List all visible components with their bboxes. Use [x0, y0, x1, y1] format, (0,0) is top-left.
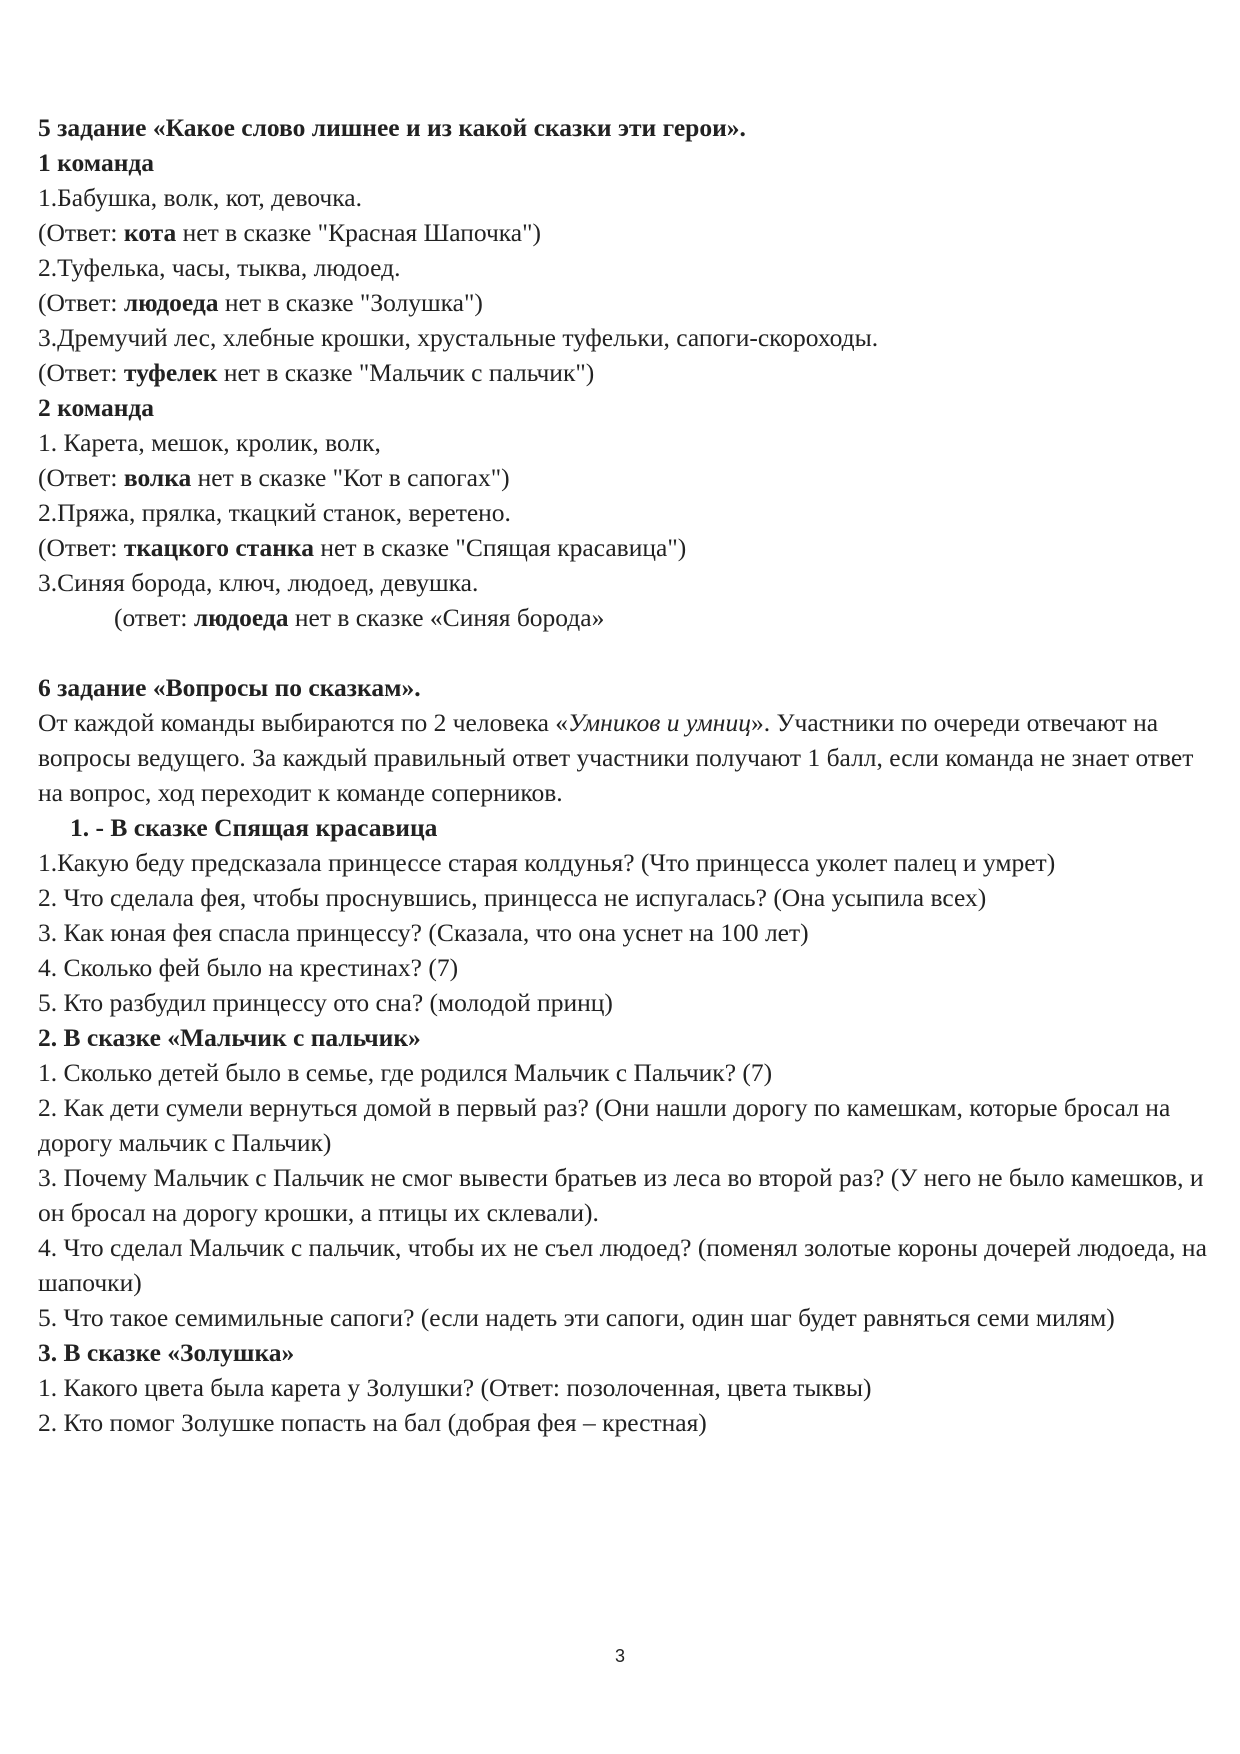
answer-prefix: (Ответ: [38, 358, 124, 387]
section3-question-2: 2. Кто помог Золушке попасть на бал (добрая фея – крестная) [38, 1408, 707, 1437]
answer-keyword: людоеда [193, 603, 289, 632]
answer-suffix: нет в сказке "Спящая красавица") [313, 533, 687, 562]
intro-italic-text: Умников и умниц [568, 708, 751, 737]
answer-keyword: волка [123, 463, 192, 492]
answer-suffix: нет в сказке «Синяя борода» [288, 603, 605, 632]
section1-question-2: 2. Что сделала фея, чтобы проснувшись, принцесса не испугалась? (Она усыпила всех) [38, 883, 987, 912]
page-number: 3 [614, 1646, 625, 1666]
section2-question-1: 1. Сколько детей было в семье, где родился Мальчик с Пальчик? (7) [38, 1058, 773, 1087]
team2-answer-3 [38, 600, 1208, 635]
section1-question-3: 3. Как юная фея спасла принцессу? (Сказала, что она уснет на 100 лет) [38, 918, 809, 947]
answer-prefix: (Ответ: [38, 288, 124, 317]
answer-keyword: кота [123, 218, 177, 247]
team1-question-1: 1.Бабушка, волк, кот, девочка. [38, 183, 362, 212]
intro-text-end: ». Участники по очереди отвечают на вопросы ведущего. За каждый правильный ответ участники получают 1 балл, если команда не знает ответ на вопрос, ход переходит к команде соперников. [38, 708, 1194, 807]
answer-prefix: (Ответ: [38, 463, 124, 492]
team2-answer-1 [38, 460, 1208, 495]
answer-prefix: (Ответ: [38, 218, 124, 247]
team1-answer-1 [38, 215, 1208, 250]
section1-question-5: 5. Кто разбудил принцессу ото сна? (молодой принц) [38, 988, 613, 1017]
team1-question-3: 3.Дремучий лес, хлебные крошки, хрустальные туфельки, сапоги-скороходы. [38, 323, 879, 352]
section2-question-4: 4. Что сделал Мальчик с пальчик, чтобы их не съел людоед? (поменял золотые короны дочерей людоеда, на шапочки) [38, 1233, 1207, 1297]
answer-keyword: ткацкого станка [123, 533, 314, 562]
task5-title: 5 задание «Какое слово лишнее и из какой сказки эти герои». [38, 113, 746, 142]
team2-question-2: 2.Пряжа, прялка, ткацкий станок, веретено. [38, 498, 511, 527]
section1-question-1: 1.Какую беду предсказала принцессе старая колдунья? (Что принцесса уколет палец и умрет) [38, 848, 1056, 877]
team2-question-3: 3.Синяя борода, ключ, людоед, девушка. [38, 568, 479, 597]
answer-suffix: нет в сказке "Кот в сапогах") [191, 463, 510, 492]
answer-keyword: людоеда [123, 288, 219, 317]
answer-suffix: нет в сказке "Красная Шапочка") [176, 218, 542, 247]
answer-keyword: туфелек [123, 358, 218, 387]
section1-question-4: 4. Сколько фей было на крестинах? (7) [38, 953, 459, 982]
section2-question-2: 2. Как дети сумели вернуться домой в первый раз? (Они нашли дорогу по камешкам, которые бросал на дорогу мальчик с Пальчик) [38, 1093, 1171, 1157]
answer-prefix: (ответ: [114, 603, 194, 632]
task6-intro [38, 705, 1208, 810]
answer-suffix: нет в сказке "Золушка") [218, 288, 483, 317]
team2-answer-2 [38, 530, 1208, 565]
team2-heading: 2 команда [38, 393, 155, 422]
team1-heading: 1 команда [38, 148, 155, 177]
team1-answer-2 [38, 285, 1208, 320]
team1-answer-3 [38, 355, 1208, 390]
answer-suffix: нет в сказке "Мальчик с пальчик") [217, 358, 595, 387]
section2-question-5: 5. Что такое семимильные сапоги? (если надеть эти сапоги, один шаг будет равняться семи милям) [38, 1303, 1115, 1332]
section3-heading: 3. В сказке «Золушка» [38, 1338, 295, 1367]
team2-question-1: 1. Карета, мешок, кролик, волк, [38, 428, 381, 457]
document-page [38, 110, 1208, 1440]
section2-question-3: 3. Почему Мальчик с Пальчик не смог вывести братьев из леса во второй раз? (У него не было камешков, и он бросал на дорогу крошки, а птицы их склевали). [38, 1163, 1204, 1227]
section2-heading: 2. В сказке «Мальчик с пальчик» [38, 1023, 421, 1052]
section-spacer [38, 635, 1208, 670]
answer-prefix: (Ответ: [38, 533, 124, 562]
section1-heading: 1. - В сказке Спящая красавица [70, 813, 438, 842]
section3-question-1: 1. Какого цвета была карета у Золушки? (Ответ: позолоченная, цвета тыквы) [38, 1373, 872, 1402]
team1-question-2: 2.Туфелька, часы, тыква, людоед. [38, 253, 401, 282]
intro-text-start: От каждой команды выбираются по 2 человека « [38, 708, 569, 737]
task6-title: 6 задание «Вопросы по сказкам». [38, 673, 421, 702]
